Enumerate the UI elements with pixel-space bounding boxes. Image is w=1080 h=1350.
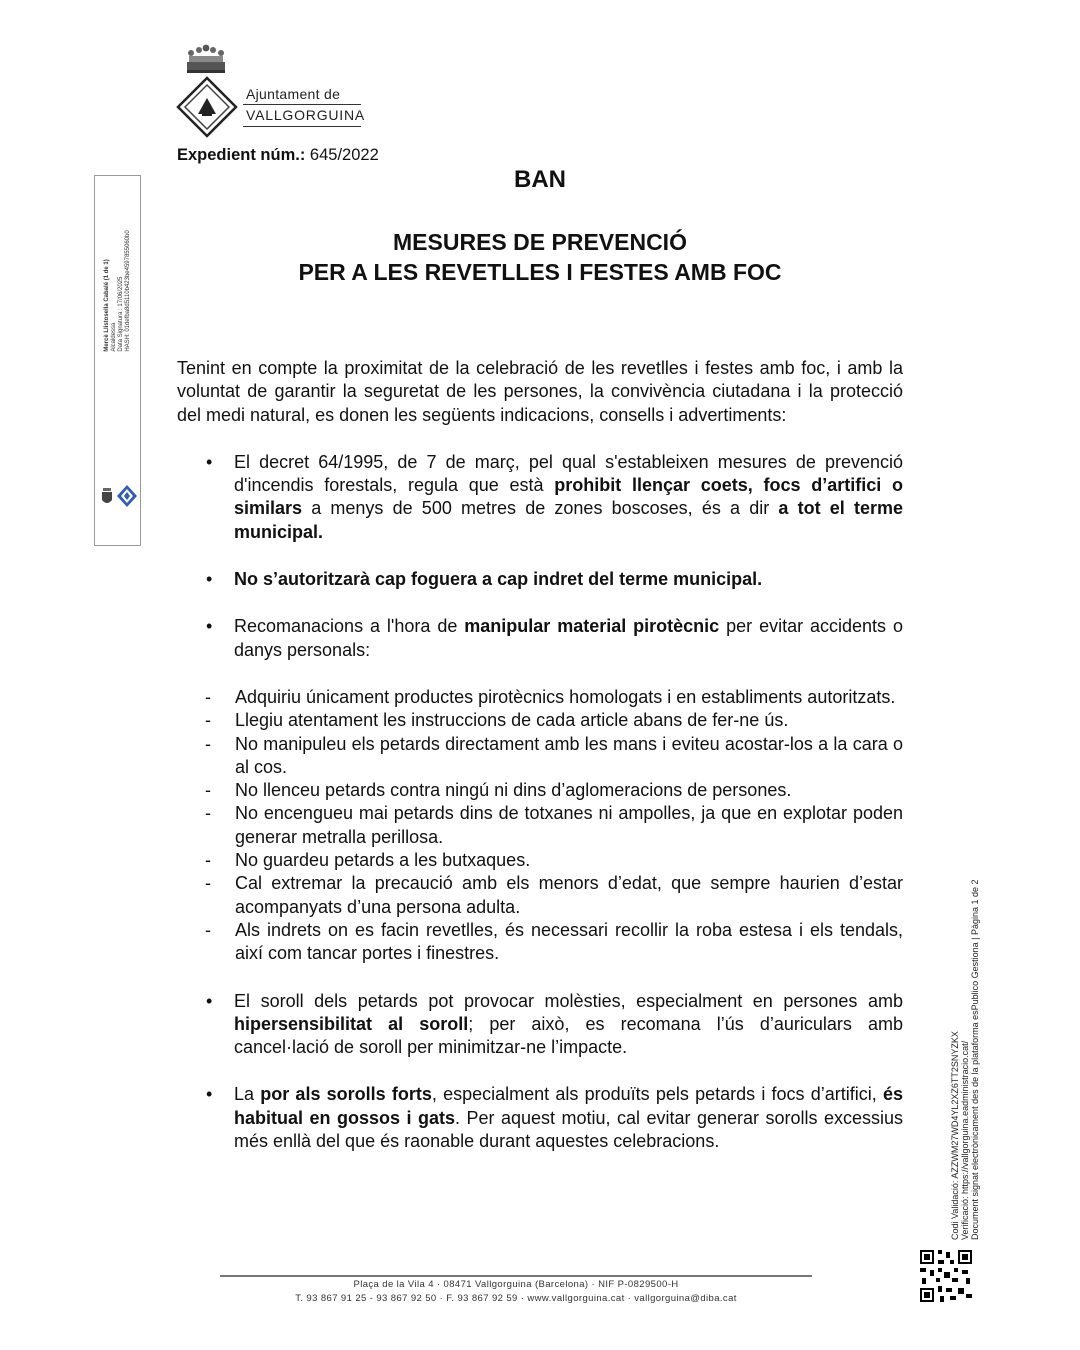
bullet3-text1: Recomanacions a l'hora de [234,616,465,637]
logo-line2: VALLGORGUINA [246,107,366,123]
recommendation-text: Llegiu atentament les instruccions de cada article abans de fer-ne ús. [235,710,789,731]
dash-marker: - [205,803,211,824]
bullet1-bold1: prohibit llençar coets, focs d’artifici o similars [234,475,903,519]
recommendation-item [177,919,903,966]
recommendation-list [177,686,903,966]
recommendation-item [177,686,903,709]
document-title: BAN [514,166,566,193]
qr-code-icon [918,1248,974,1304]
verification-text [950,879,980,1240]
bullet5-text2: , especialment als produïts pels petards i focs d’artifici, [431,1084,883,1105]
bullet1-text1: El decret 64/1995, de 7 de març, pel qual s'estableixen mesures de prevenció d'incendis forestals, regula que està [234,451,903,496]
dash-marker: - [205,780,211,801]
municipal-shield-icon [176,76,238,138]
recommendation-text: Als indrets on es facin revetlles, és necessari recollir la roba estesa i els tendals, així com tancar portes i finestres. [235,919,903,964]
bullet-item-pets [177,1083,903,1153]
bullet-item-decree [177,451,903,544]
recommendation-text: Adquiriu únicament productes pirotècnics homologats i en establiments autoritzats. [235,686,896,707]
dash-marker: - [205,919,211,940]
bullet-marker: • [206,990,213,1011]
verification-code: Codi Validació: AZZWM27WD4YL2XZ6TT2SNYZKX [950,1031,960,1240]
signature-seal-icon [116,484,138,508]
verification-url: Verificació: https://vallgorguina.eadministracio.cat/ [960,1040,970,1240]
expedient-number: 645/2022 [305,146,379,164]
logo-line1: Ajuntament de [246,86,341,102]
bullet-marker: • [206,569,213,590]
expedient-reference [177,146,379,165]
logo-divider-bottom [243,126,361,127]
heading-line1: MESURES DE PREVENCIÓ [393,229,687,255]
recommendation-text: No llenceu petards contra ningú ni dins d’aglomeracions de persones. [235,780,792,801]
recommendation-item [177,802,903,849]
document-heading [0,227,1080,287]
bullet-marker: • [206,1084,213,1105]
verification-platform: Document signat electrònicament des de la plataforma esPublico Gestiona | Pàgina 1 de 2 [970,879,980,1240]
signature-date: Data Signatura : 17/06/2025 [117,276,124,352]
recommendation-item [177,872,903,919]
recommendation-text: No manipuleu els petards directament amb les mans i eviteu acostar-los a la cara o al cos. [235,733,903,777]
dash-marker: - [205,686,211,707]
bullet1-text2: a menys de 500 metres de zones boscoses, és a dir [302,498,779,519]
bullet5-text1: La [234,1084,261,1105]
bullet1-bold2: a tot el terme municipal. [234,498,903,542]
bullet3-text2: per evitar accidents o danys personals: [234,616,903,660]
coronet-icon [183,44,229,74]
recommendation-text: No encengueu mai petards dins de totxanes ni ampolles, ja que en explotar poden generar metralla perillosa. [235,803,903,847]
recommendation-item [177,779,903,802]
bullet3-bold1: manipular material pirotècnic [464,616,720,637]
bullet2-bold1: No s’autoritzarà cap foguera a cap indret del terme municipal. [234,569,763,590]
signer-name: Mercè Llistosella Cabalé (1 de 1) [103,258,110,352]
footer-contact: T. 93 867 91 25 - 93 867 92 50 · F. 93 867 92 59 · www.vallgorguina.cat · vallgorguina@diba.cat [295,1293,737,1304]
signature-hash: HASH: 01defba8d5110b423be4597855060b0 [124,229,131,352]
intro-paragraph: Tenint en compte la proximitat de la celebració de les revetlles i festes amb foc, i amb la voluntat de garantir la seguretat de les persones, la convivència ciutadana i la protecció del medi natural, es donen les següents indicacions, consells i advertiments: [177,358,903,425]
bullet-marker: • [206,616,213,637]
dash-marker: - [205,733,211,754]
bullet-item-noise [177,990,903,1060]
document-body [177,357,903,1177]
bullet5-bold2: és habitual en gossos i gats [234,1084,903,1128]
bullet-item-bonfire [177,568,903,591]
bullet-item-recommendations [177,615,903,965]
signature-crest-icon [101,487,113,507]
bullet5-text3: . Per aquest motiu, cal evitar generar sorolls excessius més enllà del que és raonable durant aquestes celebracions. [234,1107,903,1152]
bullet-list [177,451,903,1153]
footer-address: Plaça de la Vila 4 · 08471 Vallgorguina (Barcelona) · NIF P-0829500-H [353,1279,679,1290]
dash-marker: - [205,710,211,731]
recommendation-text: No guardeu petards a les butxaques. [235,850,531,871]
bullet-marker: • [206,451,213,472]
bullet4-text1: El soroll dels petards pot provocar molèsties, especialment en persones amb [234,990,903,1011]
bullet4-text2: ; per això, es recomana l’ús d’auriculars amb cancel·lació de soroll per minimitzar-ne l’impacte. [234,1013,903,1058]
heading-line2: PER A LES REVETLLES I FESTES AMB FOC [298,259,782,285]
signature-text [104,230,132,351]
recommendation-item [177,849,903,872]
dash-marker: - [205,873,211,894]
expedient-label: Expedient núm.: [177,146,306,164]
recommendation-item [177,709,903,732]
bullet4-bold1: hipersensibilitat al soroll [234,1013,469,1034]
bullet5-bold1: por als sorolls forts [260,1084,432,1105]
footer-divider [220,1275,812,1277]
recommendation-text: Cal extremar la precaució amb els menors d’edat, que sempre haurien d’estar acompanyats d’una persona adulta. [235,873,903,917]
signer-role: Alcaldessa [110,322,117,352]
logo-divider [243,104,361,105]
recommendation-item [177,733,903,780]
dash-marker: - [205,850,211,871]
